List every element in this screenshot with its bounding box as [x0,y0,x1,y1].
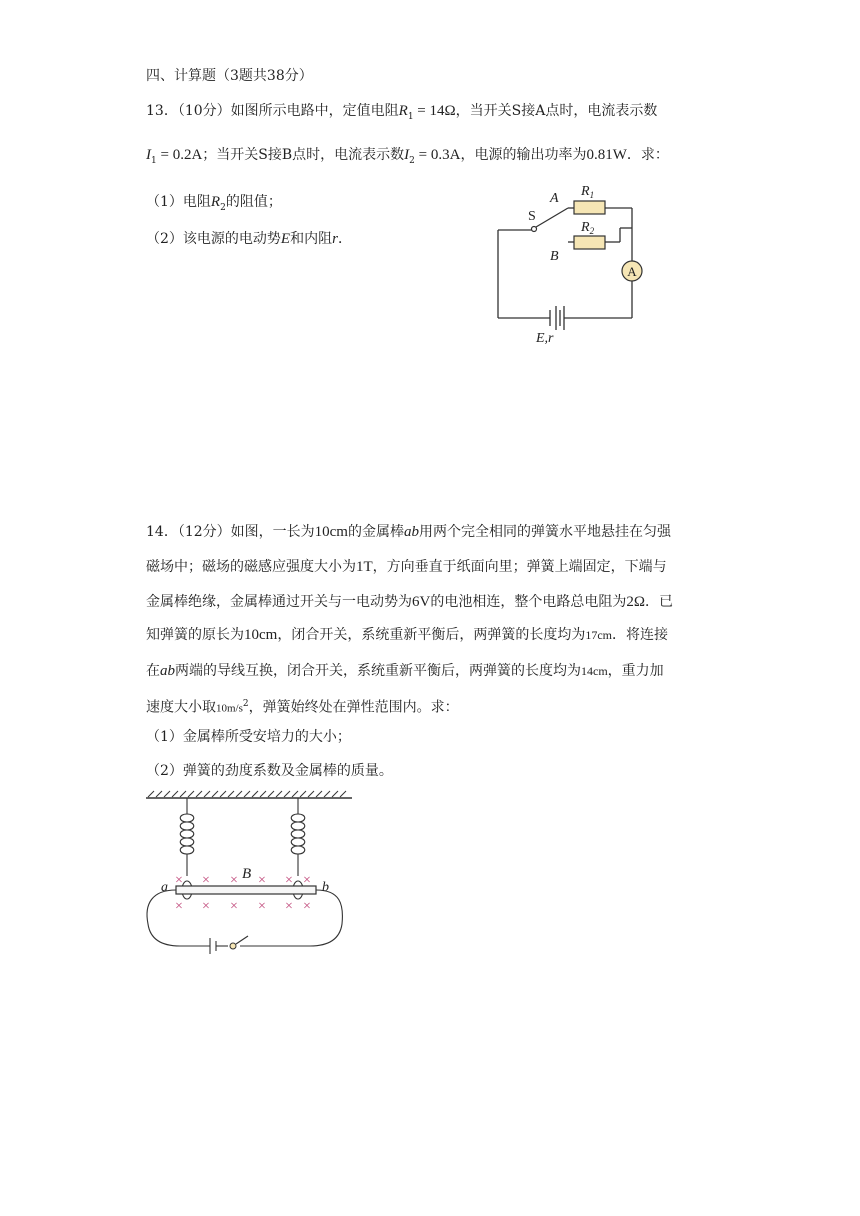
q14-line-4: 知弹簧的原长为10cm，闭合开关，系统重新平衡后，两弹簧的长度均为17cm．将连接 [146,627,668,643]
field-cross: × [175,899,183,914]
switch-pivot [532,227,537,232]
ammeter-label: A [627,264,637,279]
label-a-end: a [161,880,168,895]
label-r2: $R_2$ [581,220,595,236]
q14-line-1: 14．（12分）如图，一长为10cm的金属棒ab用两个完全相同的弹簧水平地悬挂在匀强 [146,524,671,540]
label-er: E,r [536,331,554,346]
label-s: S [528,209,536,224]
field-cross: × [258,899,266,914]
q14-line-2: 磁场中；磁场的磁感应强度大小为1T，方向垂直于纸面向里；弹簧上端固定，下端与 [146,559,667,575]
q14-part-2: （2）弹簧的劲度系数及金属棒的质量。 [146,763,393,779]
q14-line-5: 在ab两端的导线互换，闭合开关，系统重新平衡后，两弹簧的长度均为14cm，重力加 [146,663,664,679]
q14-part-1: （1）金属棒所受安培力的大小； [146,729,351,745]
switch-pivot-2 [230,943,236,949]
field-cross: × [230,873,238,888]
q13-line-2: $I_1 = 0.2A$；当开关S接B点时，电流表示数$I_2 = 0.3A$，电源的输出功率为0.81W．求： [146,147,669,166]
label-b: B [550,249,559,264]
resistor-r2 [574,236,605,249]
resistor-r1 [574,201,605,214]
q14-line-3: 金属棒绝缘，金属棒通过开关与一电动势为6V的电池相连，整个电路总电阻为2Ω．已 [146,594,673,610]
q14-line-6: 速度大小取$10m/s^2$，弹簧始终处在弹性范围内。求： [146,699,459,716]
field-cross: × [285,873,293,888]
circuit-diagram [480,180,680,350]
label-b-end: b [322,880,329,895]
field-cross: × [175,873,183,888]
field-cross: × [285,899,293,914]
q13-part-2: （2）该电源的电动势E和内阻r． [146,231,352,247]
field-cross: × [258,873,266,888]
q13-part-1: （1）电阻$R_2$的阻值； [146,194,282,213]
field-cross: × [202,899,210,914]
field-cross: × [202,873,210,888]
label-a: A [550,191,559,206]
field-cross: × [303,899,311,914]
field-cross: × [303,873,311,888]
section-title: 四、计算题（3题共38分） [146,68,313,84]
field-cross: × [230,899,238,914]
metal-rod [176,886,316,894]
label-r1: $R_1$ [581,184,595,200]
spring-diagram [140,790,360,960]
q13-line-1: 13．（10分）如图所示电路中，定值电阻$R_1 = 14\Omega$，当开关S接A点时，电流表示数 [146,103,658,122]
label-field-b: B [242,866,252,882]
